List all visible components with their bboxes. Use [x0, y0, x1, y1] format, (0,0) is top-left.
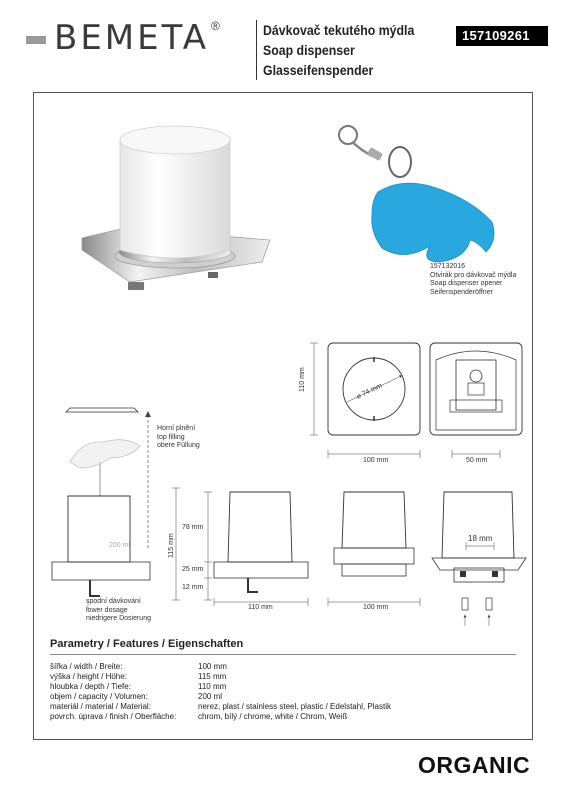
param-row	[50, 672, 391, 682]
dim-50-back: 50 mm	[466, 457, 488, 464]
dim-78: 78 mm	[182, 524, 204, 531]
params-heading: Parametry / Features / Eigenschaften	[50, 638, 244, 650]
top-filling-label	[157, 425, 200, 451]
series-name: ORGANIC	[418, 752, 531, 778]
dim-18: 18 mm	[468, 534, 493, 543]
bottom-dosage-label	[86, 598, 151, 624]
bottom-dosage-de: niedrigere Dosierung	[86, 615, 151, 622]
param-key: hloubka / depth / Tiefe:	[50, 682, 131, 691]
param-value: 115 mm	[198, 672, 227, 681]
dim-25: 25 mm	[182, 566, 204, 573]
registered-mark: ®	[211, 19, 220, 33]
title-de: Glasseifenspender	[263, 62, 374, 78]
product-photo	[82, 126, 270, 290]
param-value: 110 mm	[198, 682, 227, 691]
top-filling-illustration	[66, 408, 148, 548]
param-value: chrom, bílý / chrome, white / Chrom, Weiß	[198, 712, 348, 721]
top-filling-de: obere Füllung	[157, 442, 200, 449]
param-key: výška / height / Höhe:	[50, 672, 127, 681]
dim-110-depth: 110 mm	[299, 367, 306, 392]
opener-keychain-photo	[339, 126, 494, 262]
bracket-view-drawing	[432, 492, 526, 626]
opener-label-cz: Otvirák pro dávkovač mýdla	[430, 271, 517, 279]
param-row	[50, 662, 391, 672]
param-key: objem / capacity / Volumen:	[50, 692, 148, 701]
param-key: šířka / width / Breite:	[50, 662, 123, 671]
param-row	[50, 712, 391, 722]
back-view-drawing	[430, 343, 522, 458]
opener-label	[430, 263, 516, 297]
bottom-dosage-en: lower dosage	[86, 606, 128, 614]
bottom-dosage-cz: spodní dávkování	[86, 598, 141, 605]
title-cz: Dávkovač tekutého mýdla	[263, 22, 415, 38]
top-view-drawing	[310, 343, 420, 458]
param-key: materiál / material / Material:	[50, 702, 151, 711]
param-value: nerez, plast / stainless steel, plastic / Edelstahl, Plastik	[198, 702, 391, 711]
product-code: 157109261	[456, 26, 548, 46]
params-divider	[50, 654, 516, 655]
opener-label-en: Soap dispenser opener	[430, 280, 503, 287]
param-row	[50, 702, 391, 712]
dim-115: 115 mm	[168, 533, 175, 558]
param-key: povrch. úprava / finish / Oberfläche:	[50, 712, 177, 721]
front-view-drawing	[328, 492, 420, 606]
dim-100-top: 100 mm	[363, 457, 389, 464]
dim-12: 12 mm	[182, 584, 204, 591]
dim-diameter: ⌀ 74 mm	[355, 382, 384, 401]
dim-110-side: 110 mm	[248, 604, 273, 611]
opener-label-de: Seifenspenderöffner	[430, 288, 493, 296]
param-value: 200 ml	[198, 692, 223, 701]
param-row	[50, 682, 391, 692]
side-view-refill	[52, 496, 150, 610]
title-en: Soap dispenser	[263, 42, 355, 58]
param-value: 100 mm	[198, 662, 227, 671]
volume-mark: 200 ml	[109, 542, 131, 549]
brand-name: BEMETA	[54, 18, 210, 58]
param-row	[50, 692, 391, 702]
top-filling-en: top filling	[157, 433, 185, 441]
opener-code: 157132016	[430, 263, 466, 270]
top-filling-cz: Horní plnění	[157, 425, 196, 432]
params-table	[50, 662, 391, 722]
dim-100-front: 100 mm	[363, 604, 389, 611]
